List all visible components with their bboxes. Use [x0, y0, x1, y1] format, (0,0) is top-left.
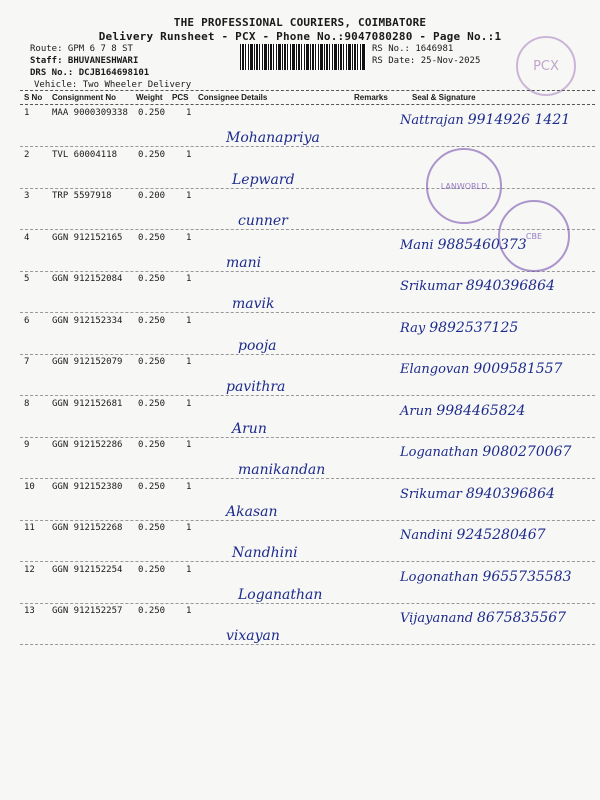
row-weight: 0.250	[138, 316, 166, 326]
consignee-handwritten-name: Arun	[232, 421, 267, 437]
barcode	[240, 44, 366, 70]
col-sno: S No	[24, 93, 43, 102]
row-weight: 0.250	[138, 274, 166, 284]
signature-phone: 9984465824	[436, 403, 526, 419]
row-weight: 0.250	[138, 108, 166, 118]
row-weight: 0.250	[138, 523, 166, 533]
recipient-signature	[400, 527, 546, 543]
row-pcs: 1	[186, 399, 192, 409]
row-pcs: 1	[186, 606, 192, 616]
delivery-seal-1: LANWORLD	[426, 148, 502, 224]
row-sno: 3	[24, 191, 30, 201]
table-row	[0, 150, 600, 162]
row-consignment: GGN 912152334	[52, 316, 123, 326]
header-rule-top	[20, 90, 595, 91]
col-remarks: Remarks	[354, 93, 388, 102]
consignee-handwritten-name: Loganathan	[238, 587, 323, 603]
signature-phone: 9914926 1421	[467, 112, 571, 128]
col-weight: Weight	[136, 93, 163, 102]
col-consignment: Consignment No	[52, 93, 116, 102]
row-sno: 12	[24, 565, 35, 575]
col-pcs: PCS	[172, 93, 189, 102]
signature-phone: 8675835567	[477, 610, 567, 626]
drs-number: DRS No.: DCJB164698101	[30, 68, 150, 78]
signature-phone: 9655735583	[482, 569, 572, 585]
row-divider	[20, 395, 595, 396]
row-pcs: 1	[186, 233, 192, 243]
signature-phone: 9245280467	[456, 527, 546, 543]
row-consignment: GGN 912152268	[52, 523, 123, 533]
row-sno: 11	[24, 523, 35, 533]
row-consignment: GGN 912152165	[52, 233, 123, 243]
row-consignment: GGN 912152254	[52, 565, 123, 575]
row-consignment: GGN 912152380	[52, 482, 123, 492]
row-weight: 0.250	[138, 233, 166, 243]
rs-number: RS No.: 1646981	[372, 44, 454, 54]
row-divider	[20, 644, 595, 645]
signature-name: Srikumar	[400, 487, 462, 502]
row-pcs: 1	[186, 357, 192, 367]
recipient-signature	[400, 486, 555, 502]
row-pcs: 1	[186, 523, 192, 533]
signature-phone: 9885460373	[437, 237, 527, 253]
row-consignment: GGN 912152681	[52, 399, 123, 409]
row-divider	[20, 520, 595, 521]
row-divider	[20, 188, 595, 189]
row-divider	[20, 146, 595, 147]
row-sno: 13	[24, 606, 35, 616]
row-divider	[20, 354, 595, 355]
row-weight: 0.200	[138, 191, 166, 201]
row-divider	[20, 603, 595, 604]
signature-name: Nattrajan	[400, 113, 464, 128]
row-divider	[20, 271, 595, 272]
row-pcs: 1	[186, 191, 192, 201]
consignee-handwritten-name: cunner	[238, 213, 288, 229]
signature-name: Logonathan	[400, 570, 479, 585]
recipient-signature	[400, 112, 570, 128]
row-sno: 9	[24, 440, 30, 450]
vehicle-info: Vehicle: Two Wheeler Delivery	[34, 80, 192, 90]
runsheet-subtitle: Delivery Runsheet - PCX - Phone No.:9047080280 - Page No.:1	[98, 30, 502, 43]
row-weight: 0.250	[138, 606, 166, 616]
signature-name: Vijayanand	[400, 611, 474, 626]
row-sno: 8	[24, 399, 30, 409]
row-weight: 0.250	[138, 565, 166, 575]
row-sno: 10	[24, 482, 35, 492]
recipient-signature	[400, 361, 562, 377]
delivery-seal-2: CBE	[498, 200, 570, 272]
recipient-signature	[400, 569, 572, 585]
row-sno: 2	[24, 150, 30, 160]
consignee-handwritten-name: manikandan	[238, 462, 326, 478]
signature-name: Elangovan	[400, 362, 470, 377]
consignee-handwritten-name: pooja	[238, 338, 277, 354]
row-consignment: TVL 60004118	[52, 150, 118, 160]
recipient-signature	[400, 610, 566, 626]
col-seal: Seal & Signature	[412, 93, 476, 102]
row-divider	[20, 478, 595, 479]
row-divider	[20, 437, 595, 438]
row-consignment: TRP 5597918	[52, 191, 112, 201]
consignee-handwritten-name: Akasan	[226, 504, 278, 520]
table-row	[0, 191, 600, 203]
company-title: THE PROFESSIONAL COURIERS, COIMBATORE	[173, 16, 427, 29]
signature-phone: 9892537125	[429, 320, 519, 336]
signature-name: Ray	[400, 321, 426, 336]
row-weight: 0.250	[138, 440, 166, 450]
consignee-handwritten-name: Nandhini	[232, 545, 298, 561]
recipient-signature	[400, 320, 518, 336]
consignee-handwritten-name: vixayan	[226, 628, 280, 644]
row-divider	[20, 312, 595, 313]
row-consignment: GGN 912152257	[52, 606, 123, 616]
consignee-handwritten-name: mavik	[232, 296, 275, 312]
consignee-handwritten-name: Lepward	[232, 172, 295, 188]
row-sno: 6	[24, 316, 30, 326]
row-pcs: 1	[186, 108, 192, 118]
signature-name: Nandini	[400, 528, 453, 543]
recipient-signature	[400, 403, 525, 419]
row-sno: 7	[24, 357, 30, 367]
row-weight: 0.250	[138, 399, 166, 409]
pcx-stamp: PCX	[516, 36, 576, 96]
row-weight: 0.250	[138, 150, 166, 160]
row-pcs: 1	[186, 150, 192, 160]
row-sno: 5	[24, 274, 30, 284]
row-weight: 0.250	[138, 357, 166, 367]
col-consignee: Consignee Details	[198, 93, 268, 102]
row-divider	[20, 561, 595, 562]
row-consignment: GGN 912152084	[52, 274, 123, 284]
row-weight: 0.250	[138, 482, 166, 492]
header-rule-bottom	[20, 104, 595, 105]
row-pcs: 1	[186, 440, 192, 450]
row-consignment: MAA 9000309338	[52, 108, 128, 118]
signature-name: Srikumar	[400, 279, 462, 294]
row-sno: 4	[24, 233, 30, 243]
signature-name: Mani	[400, 238, 434, 253]
signature-name: Arun	[400, 404, 433, 419]
consignee-handwritten-name: Mohanapriya	[226, 130, 320, 146]
row-pcs: 1	[186, 482, 192, 492]
signature-phone: 8940396864	[465, 486, 555, 502]
signature-phone: 9080270067	[482, 444, 572, 460]
signature-phone: 9009581557	[473, 361, 563, 377]
rs-date: RS Date: 25-Nov-2025	[372, 56, 481, 66]
recipient-signature	[400, 278, 555, 294]
row-pcs: 1	[186, 316, 192, 326]
consignee-handwritten-name: pavithra	[226, 379, 286, 395]
route-info: Route: GPM 6 7 8 ST	[30, 44, 133, 54]
row-consignment: GGN 912152286	[52, 440, 123, 450]
consignee-handwritten-name: mani	[226, 255, 262, 271]
signature-phone: 8940396864	[465, 278, 555, 294]
row-sno: 1	[24, 108, 30, 118]
staff-info: Staff: BHUVANESHWARI	[30, 56, 139, 66]
recipient-signature	[400, 444, 571, 460]
row-consignment: GGN 912152079	[52, 357, 123, 367]
signature-name: Loganathan	[400, 445, 479, 460]
row-pcs: 1	[186, 565, 192, 575]
row-pcs: 1	[186, 274, 192, 284]
